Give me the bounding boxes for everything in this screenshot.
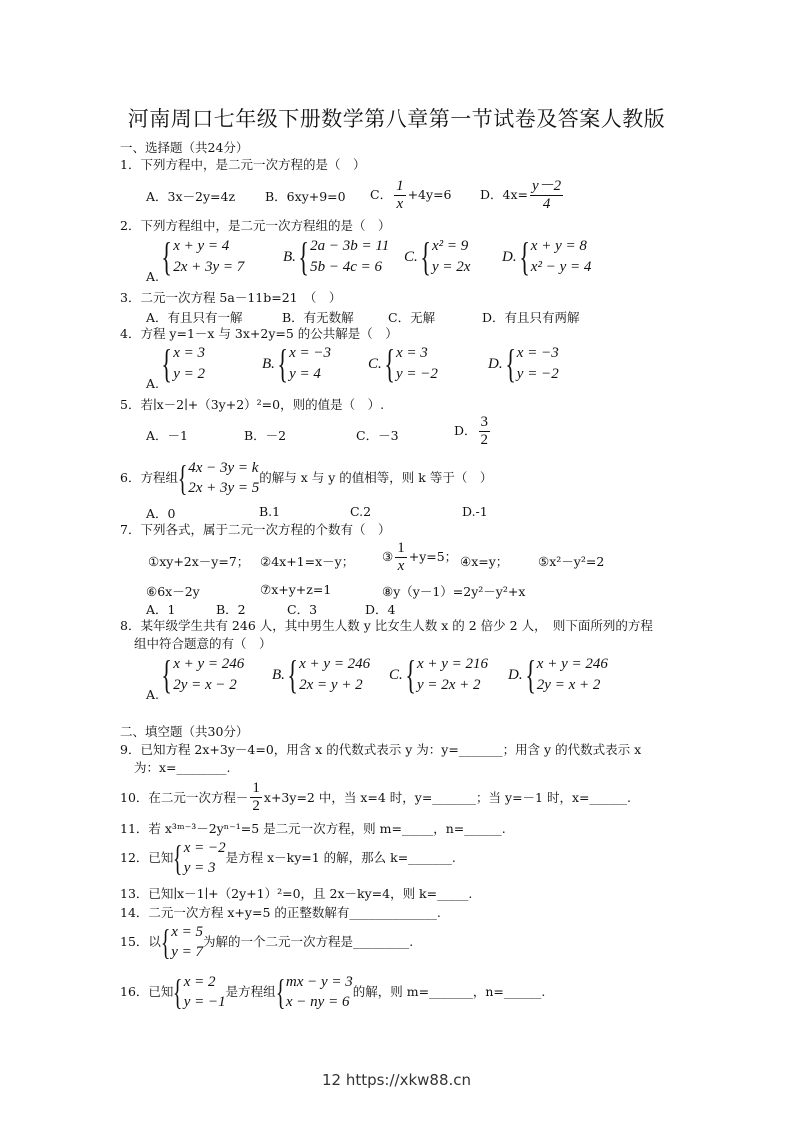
item-8: ⑧y（y－1）=2y²－y²+x <box>382 584 526 599</box>
question-4-stem: 4．方程 y=1－x 与 3x+2y=5 的公共解是（ ） <box>120 326 398 341</box>
equation: x = 5 <box>171 924 203 940</box>
option-c-system <box>368 343 438 385</box>
text: 的解与 x 与 y 的值相等，则 k 等于（ ） <box>259 470 493 485</box>
option-c: C．无解 <box>388 310 436 325</box>
equation: x − ny = 6 <box>285 994 350 1010</box>
option-c: C.2 <box>350 504 372 519</box>
item-6: ⑥6x－2y <box>146 584 200 599</box>
brace-icon: { <box>161 341 172 386</box>
option-b-system <box>272 654 370 696</box>
page-footer: 12 https://xkw88.cn <box>321 1071 472 1089</box>
question-13: 13．已知∣x－1∣+（2y+1）²=0，且 2x－ky=4，则 k=_____. <box>120 886 473 901</box>
equation: x = 3 <box>173 345 205 361</box>
option-label: C. <box>404 248 418 265</box>
equation: y = 2 <box>173 366 205 382</box>
fraction-denominator: 2 <box>252 798 260 814</box>
question-8-stem-line-1: 8．某年级学生共有 246 人，其中男生人数 y 比女生人数 x 的 2 倍少 2 人， 则下面所列的方程 <box>120 618 653 633</box>
option-c-tail: +4y=6 <box>407 187 452 202</box>
option-b: B．2 <box>216 602 246 617</box>
option-d-label: D． <box>454 423 477 438</box>
equation-system <box>173 972 225 1012</box>
question-7-stem: 7．下列各式，属于二元一次方程的个数有（ ） <box>120 522 391 537</box>
equation: x² = 9 <box>431 238 469 254</box>
equation: y = 2x + 2 <box>416 677 481 693</box>
option-c: C．－3 <box>356 428 399 443</box>
equation: 2x + 3y = 7 <box>173 259 245 275</box>
equation-system <box>173 838 225 878</box>
equation: x + y = 216 <box>416 656 489 672</box>
brace-icon: { <box>504 341 516 386</box>
option-a: A．－1 <box>146 428 188 443</box>
option-label: C. <box>389 666 403 683</box>
option-c <box>370 178 452 213</box>
question-5-stem: 5．若∣x－2∣+（3y+2）²=0，则的值是（ ）. <box>120 397 385 412</box>
equation: x + y = 8 <box>530 238 587 254</box>
option-b: B．－2 <box>244 428 287 443</box>
option-label: B. <box>262 355 275 372</box>
question-3-stem: 3．二元一次方程 5a－11b=21 （ ） <box>120 290 342 305</box>
question-5-options <box>146 414 746 454</box>
page-title: 河南周口七年级下册数学第八章第一节试卷及答案人教版 <box>127 107 666 131</box>
equation: x = −3 <box>516 345 559 361</box>
option-a: A．1 <box>146 602 176 617</box>
equation: y = −1 <box>183 994 226 1010</box>
item-1: ①xy+2x－y=7； <box>148 554 250 569</box>
option-a: A．0 <box>146 506 176 521</box>
equation: 2y = x + 2 <box>536 677 601 693</box>
brace-icon: { <box>173 972 183 1012</box>
equation: y = 4 <box>289 366 321 382</box>
option-label: A. <box>146 376 160 391</box>
equation: x² − y = 4 <box>530 259 592 275</box>
equation: y = −2 <box>395 366 438 382</box>
item-7: ⑦x+y+z=1 <box>260 582 332 597</box>
option-d-system <box>488 343 559 385</box>
equation: 2y = x − 2 <box>173 677 237 693</box>
option-d-label: D．4x= <box>480 187 528 202</box>
option-label: D. <box>488 355 503 372</box>
fraction-numerator: 1 <box>252 780 260 796</box>
option-a-system <box>146 341 205 391</box>
equation: y = 2x <box>431 259 471 275</box>
brace-icon: { <box>177 458 188 498</box>
item-3 <box>382 540 457 575</box>
brace-icon: { <box>287 652 298 697</box>
option-c-label: C． <box>370 187 393 202</box>
option-b: B．6xy+9=0 <box>265 189 346 204</box>
option-d: D.-1 <box>462 504 488 519</box>
equation: x + y = 246 <box>299 656 371 672</box>
option-a-system <box>146 652 245 702</box>
equation: y = 7 <box>171 944 203 960</box>
item-3-tail: +y=5； <box>408 549 458 564</box>
question-1-options <box>146 178 746 218</box>
question-1-stem: 1．下列方程中，是二元一次方程的是（ ） <box>120 157 366 172</box>
equation: 5b − 4c = 6 <box>310 259 383 275</box>
option-b: B．有无数解 <box>282 310 354 325</box>
option-a: A．有且只有一解 <box>146 310 243 325</box>
fraction-denominator: x <box>397 558 405 574</box>
question-6-stem <box>120 458 492 498</box>
option-label: A. <box>146 269 160 284</box>
question-3-options <box>146 308 746 326</box>
option-d <box>480 178 565 213</box>
question-7-options <box>146 600 746 618</box>
question-11: 11．若 x³ᵐ⁻³－2yⁿ⁻¹=5 是二元一次方程，则 m=_____，n=______. <box>120 821 506 836</box>
brace-icon: { <box>384 341 395 386</box>
equation: 4x − 3y = k <box>188 460 259 476</box>
item-5: ⑤x²－y²=2 <box>538 554 605 569</box>
option-d-system <box>502 236 591 278</box>
equation: x = −2 <box>183 840 226 856</box>
brace-icon: { <box>277 341 288 386</box>
question-2-stem: 2．下列方程组中，是二元一次方程组的是（ ） <box>120 218 391 233</box>
fraction-numerator: 1 <box>397 540 405 556</box>
fraction-denominator: 4 <box>542 196 551 212</box>
option-b: B.1 <box>259 504 281 519</box>
option-d: D．有且只有两解 <box>482 310 580 325</box>
text: 16．已知 <box>120 984 174 999</box>
text: x+3y=2 中，当 x=4 时，y=_______；当 y=－1 时，x=______. <box>263 789 631 805</box>
option-b-system <box>262 343 331 385</box>
option-d: D．4 <box>365 602 396 617</box>
brace-icon: { <box>518 234 530 279</box>
option-d-system <box>508 654 608 696</box>
item-2: ②4x+1=x－y； <box>260 554 355 569</box>
equation: x + y = 246 <box>536 656 608 672</box>
text: 是方程 x－ky=1 的解，那么 k=_______. <box>225 850 456 865</box>
fraction <box>250 780 262 815</box>
equation: x = 3 <box>395 345 428 361</box>
brace-icon: { <box>160 922 171 962</box>
equation: x + y = 4 <box>173 238 230 254</box>
question-9-line-2: 为：x=________. <box>134 760 231 775</box>
item-4: ④x=y； <box>460 554 509 569</box>
option-a: A．3x－2y=4z <box>146 189 236 204</box>
option-c-system <box>404 236 470 278</box>
equation-system <box>276 972 353 1012</box>
brace-icon: { <box>161 652 172 697</box>
option-label: B. <box>283 248 296 265</box>
fraction <box>479 414 491 449</box>
brace-icon: { <box>298 234 309 279</box>
section-heading-choice: 一、选择题（共24分） <box>120 140 249 155</box>
equation: 2a − 3b = 11 <box>310 238 390 254</box>
fraction-denominator: 2 <box>480 432 489 448</box>
item-3-mark: ③ <box>382 549 394 564</box>
text: 10．在二元一次方程－ <box>120 789 249 805</box>
brace-icon: { <box>173 838 183 878</box>
question-12 <box>120 838 456 878</box>
option-a-system <box>146 234 245 284</box>
text: 是方程组 <box>225 984 276 999</box>
option-c-system <box>389 654 488 696</box>
fraction-numerator: 3 <box>480 414 489 430</box>
question-8-stem-line-2: 组中符合题意的有（ ） <box>134 636 272 651</box>
brace-icon: { <box>161 234 172 279</box>
fraction <box>530 178 563 213</box>
text: 12．已知 <box>120 850 174 865</box>
option-b-system <box>283 236 389 278</box>
question-9-line-1: 9．已知方程 2x+3y－4=0，用含 x 的代数式表示 y 为：y=_______；用含 y 的代数式表示 x <box>120 742 642 757</box>
equation: x = 2 <box>183 974 216 990</box>
question-10 <box>120 780 631 815</box>
fraction <box>395 540 407 575</box>
equation: 2x + 3y = 5 <box>188 480 260 496</box>
question-15 <box>120 922 413 962</box>
option-label: B. <box>272 666 285 683</box>
brace-icon: { <box>420 234 431 279</box>
fraction <box>394 178 406 213</box>
option-label: C. <box>368 355 382 372</box>
option-label: D. <box>508 666 523 683</box>
equation-system <box>178 458 259 498</box>
equation: x = −3 <box>289 345 332 361</box>
equation: mx − y = 3 <box>285 974 353 990</box>
option-label: A. <box>146 687 160 702</box>
question-16 <box>120 972 545 1012</box>
equation: y = −2 <box>516 366 559 382</box>
fraction-numerator: y－2 <box>532 178 562 194</box>
equation: x + y = 246 <box>173 656 245 672</box>
fraction-numerator: 1 <box>396 178 404 194</box>
brace-icon: { <box>524 652 536 697</box>
section-heading-fill: 二、填空题（共30分） <box>120 724 249 739</box>
question-6-options <box>146 504 746 522</box>
text: 的解，则 m=_______，n=______. <box>352 984 546 999</box>
equation: 2x = y + 2 <box>299 677 363 693</box>
equation-system <box>161 922 203 962</box>
text: 15．以 <box>120 934 161 949</box>
option-label: D. <box>502 248 517 265</box>
fraction-denominator: x <box>396 196 404 212</box>
option-d <box>454 414 492 449</box>
question-14: 14．二元一次方程 x+y=5 的正整数解有______________. <box>120 905 441 920</box>
brace-icon: { <box>275 972 286 1012</box>
option-c: C．3 <box>287 602 318 617</box>
equation: y = 3 <box>183 860 216 876</box>
brace-icon: { <box>405 652 416 697</box>
text: 6．方程组 <box>120 470 178 485</box>
text: 为解的一个二元一次方程是_________. <box>202 934 414 949</box>
